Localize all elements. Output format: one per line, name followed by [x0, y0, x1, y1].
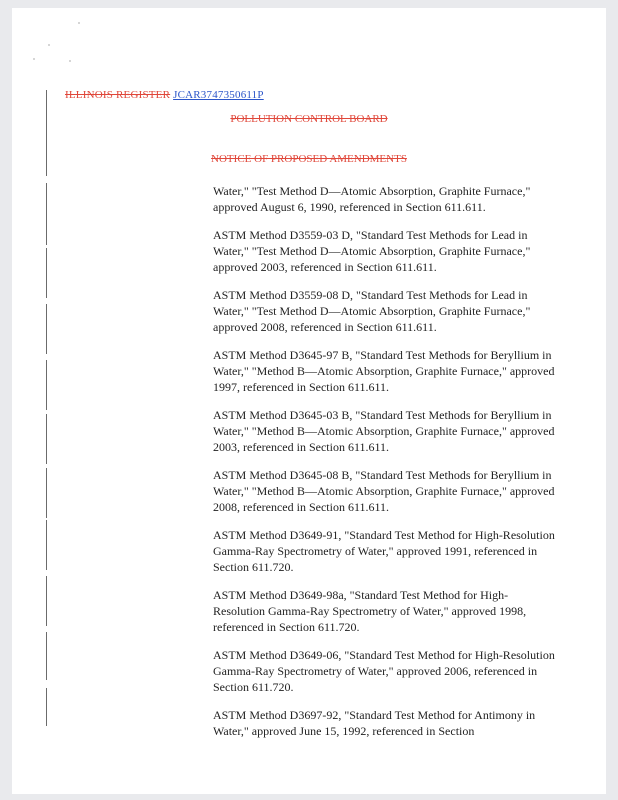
- reference-entry: ASTM Method D3559-08 D, "Standard Test Methods for Lead in Water," "Test Method D—Atomic Absorption, Graphite Furnace," approved 2008, referenced in Section 611.611.: [213, 288, 531, 334]
- reference-list: [213, 183, 558, 751]
- change-bar: [46, 688, 47, 726]
- board-title: POLLUTION CONTROL BOARD: [230, 113, 388, 125]
- scan-speck: [69, 60, 71, 62]
- register-code: JCAR3747350611P: [173, 89, 264, 101]
- change-bar: [46, 632, 47, 680]
- register-struck-text: ILLINOIS REGISTER: [65, 89, 171, 101]
- register-header: [65, 89, 264, 101]
- reference-entry: ASTM Method D3645-08 B, "Standard Test Methods for Beryllium in Water," "Method B—Atomic Absorption, Graphite Furnace," approved 2008, referenced in Section 611.611.: [213, 468, 555, 514]
- change-bar: [46, 576, 47, 626]
- reference-entry: ASTM Method D3697-92, "Standard Test Method for Antimony in Water," approved June 15, 1992, referenced in Section: [213, 708, 536, 738]
- change-bar: [46, 520, 47, 570]
- scan-speck: [48, 44, 50, 46]
- reference-entry: ASTM Method D3559-03 D, "Standard Test Methods for Lead in Water," "Test Method D—Atomic Absorption, Graphite Furnace," approved 2003, referenced in Section 611.611.: [213, 228, 531, 274]
- document-page: [12, 8, 606, 794]
- change-bar: [46, 183, 47, 245]
- change-bar: [46, 468, 47, 518]
- reference-entry: ASTM Method D3649-98a, "Standard Test Method for High-Resolution Gamma-Ray Spectrometry of Water," approved 1998, referenced in Section 611.720.: [213, 588, 527, 634]
- reference-entry: ASTM Method D3649-91, "Standard Test Method for High-Resolution Gamma-Ray Spectrometry of Water," approved 1991, referenced in Section 611.720.: [213, 528, 555, 574]
- scan-speck: [78, 22, 80, 24]
- notice-title: NOTICE OF PROPOSED AMENDMENTS: [211, 153, 407, 165]
- reference-entry: ASTM Method D3645-03 B, "Standard Test Methods for Beryllium in Water," "Method B—Atomic Absorption, Graphite Furnace," approved 2003, referenced in Section 611.611.: [213, 408, 555, 454]
- scan-speck: [33, 58, 35, 60]
- reference-entry: ASTM Method D3649-06, "Standard Test Method for High-Resolution Gamma-Ray Spectrometry of Water," approved 2006, referenced in Section 611.720.: [213, 648, 555, 694]
- reference-entry: Water," "Test Method D—Atomic Absorption, Graphite Furnace," approved August 6, 1990, referenced in Section 611.611.: [213, 184, 531, 214]
- change-bar: [46, 360, 47, 410]
- change-bar: [46, 414, 47, 464]
- change-bar: [46, 248, 47, 298]
- reference-entry: ASTM Method D3645-97 B, "Standard Test Methods for Beryllium in Water," "Method B—Atomic Absorption, Graphite Furnace," approved 1997, referenced in Section 611.611.: [213, 348, 555, 394]
- change-bar: [46, 304, 47, 354]
